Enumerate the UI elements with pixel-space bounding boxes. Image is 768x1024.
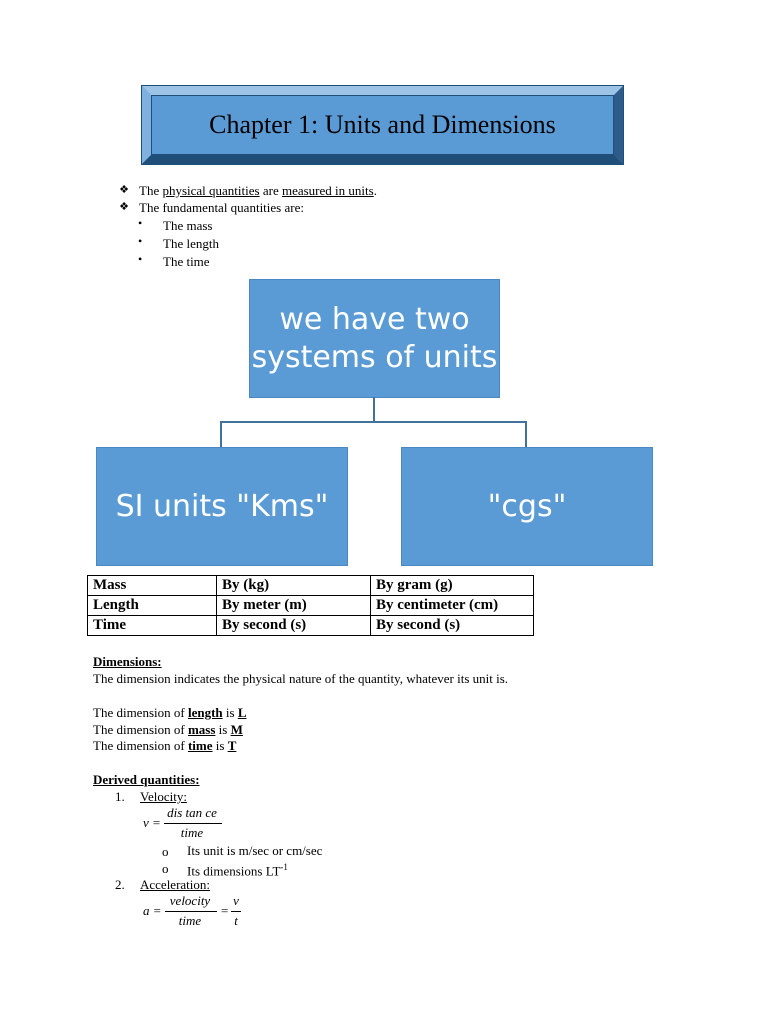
text: The dimension of [93,738,188,753]
keyword: time [187,738,213,753]
org-cgs-box: "cgs" [401,447,653,566]
table-cell: By meter (m) [217,596,371,616]
dot-bullet-icon: • [138,234,143,248]
underlined-text: measured in units [281,183,374,198]
table-cell: By second (s) [371,616,534,636]
dot-bullet-icon: • [138,252,143,266]
bullet-physical-quantities [139,182,377,199]
velocity-unit: Its unit is m/sec or cm/sec [187,843,323,858]
table-cell: By (kg) [217,576,371,596]
equals-sign: = [221,903,229,918]
connector-line [373,397,375,421]
text: The dimension of [93,722,188,737]
text: is [212,738,228,753]
connector-line [220,421,222,447]
table-cell: Mass [88,576,217,596]
table-row [88,596,534,616]
table-row [88,576,534,596]
text: The dimension of [93,705,188,720]
dimension-line-mass [93,721,243,738]
list-item: The mass [163,218,213,233]
bullet-fundamental-quantities: The fundamental quantities are: [139,200,304,215]
diamond-bullet-icon: ❖ [119,201,129,213]
dimensions-description: The dimension indicates the physical nature of the quantity, whatever its unit is. [93,671,509,686]
exponent: -1 [280,862,288,872]
acceleration-label: Acceleration: [140,877,211,892]
dimension-line-length [93,704,246,721]
dimension-symbol: L [237,705,247,720]
circle-bullet-icon: o [162,861,169,876]
underlined-text: physical quantities [162,183,260,198]
dimension-symbol: M [230,722,243,737]
diamond-bullet-icon: ❖ [119,184,129,196]
list-item: The length [163,236,219,251]
fraction-bar [165,911,217,912]
text: . [373,183,377,198]
dot-bullet-icon: • [138,216,143,230]
text: Its dimensions LT [187,863,281,879]
dimension-line-time [93,737,236,754]
velocity-lhs: v = [143,815,161,830]
text: is [222,705,238,720]
derived-heading: Derived quantities: [93,772,200,787]
velocity-denominator: time [180,825,204,840]
list-number: 1. [115,789,125,804]
acceleration-denominator: time [178,913,202,928]
table-row [88,616,534,636]
units-table [87,575,534,636]
keyword: length [187,705,223,720]
v-numerator: v [233,893,239,908]
text: are [259,183,282,198]
acceleration-numerator: velocity [169,893,211,908]
velocity-label: Velocity: [140,789,187,804]
t-denominator: t [234,913,238,928]
table-cell: By gram (g) [371,576,534,596]
table-cell: By centimeter (cm) [371,596,534,616]
table-cell: Time [88,616,217,636]
keyword: mass [187,722,216,737]
org-top-box: we have two systems of units [249,279,500,398]
acceleration-lhs: a = [143,903,162,918]
page-title: Chapter 1: Units and Dimensions [209,110,556,139]
table-cell: Length [88,596,217,616]
org-si-units-box: SI units "Kms" [96,447,348,566]
list-item: The time [163,254,210,269]
connector-line [220,421,527,423]
text: is [215,722,231,737]
chapter-title-box [141,85,624,165]
velocity-numerator: dis tan ce [167,805,217,820]
fraction-bar [231,911,241,912]
dimension-symbol: T [227,738,237,753]
text: The [139,183,163,198]
connector-line [525,421,527,447]
dimensions-heading: Dimensions: [93,654,162,669]
table-cell: By second (s) [217,616,371,636]
list-number: 2. [115,877,125,892]
fraction-bar [164,823,222,824]
circle-bullet-icon: o [162,844,169,859]
